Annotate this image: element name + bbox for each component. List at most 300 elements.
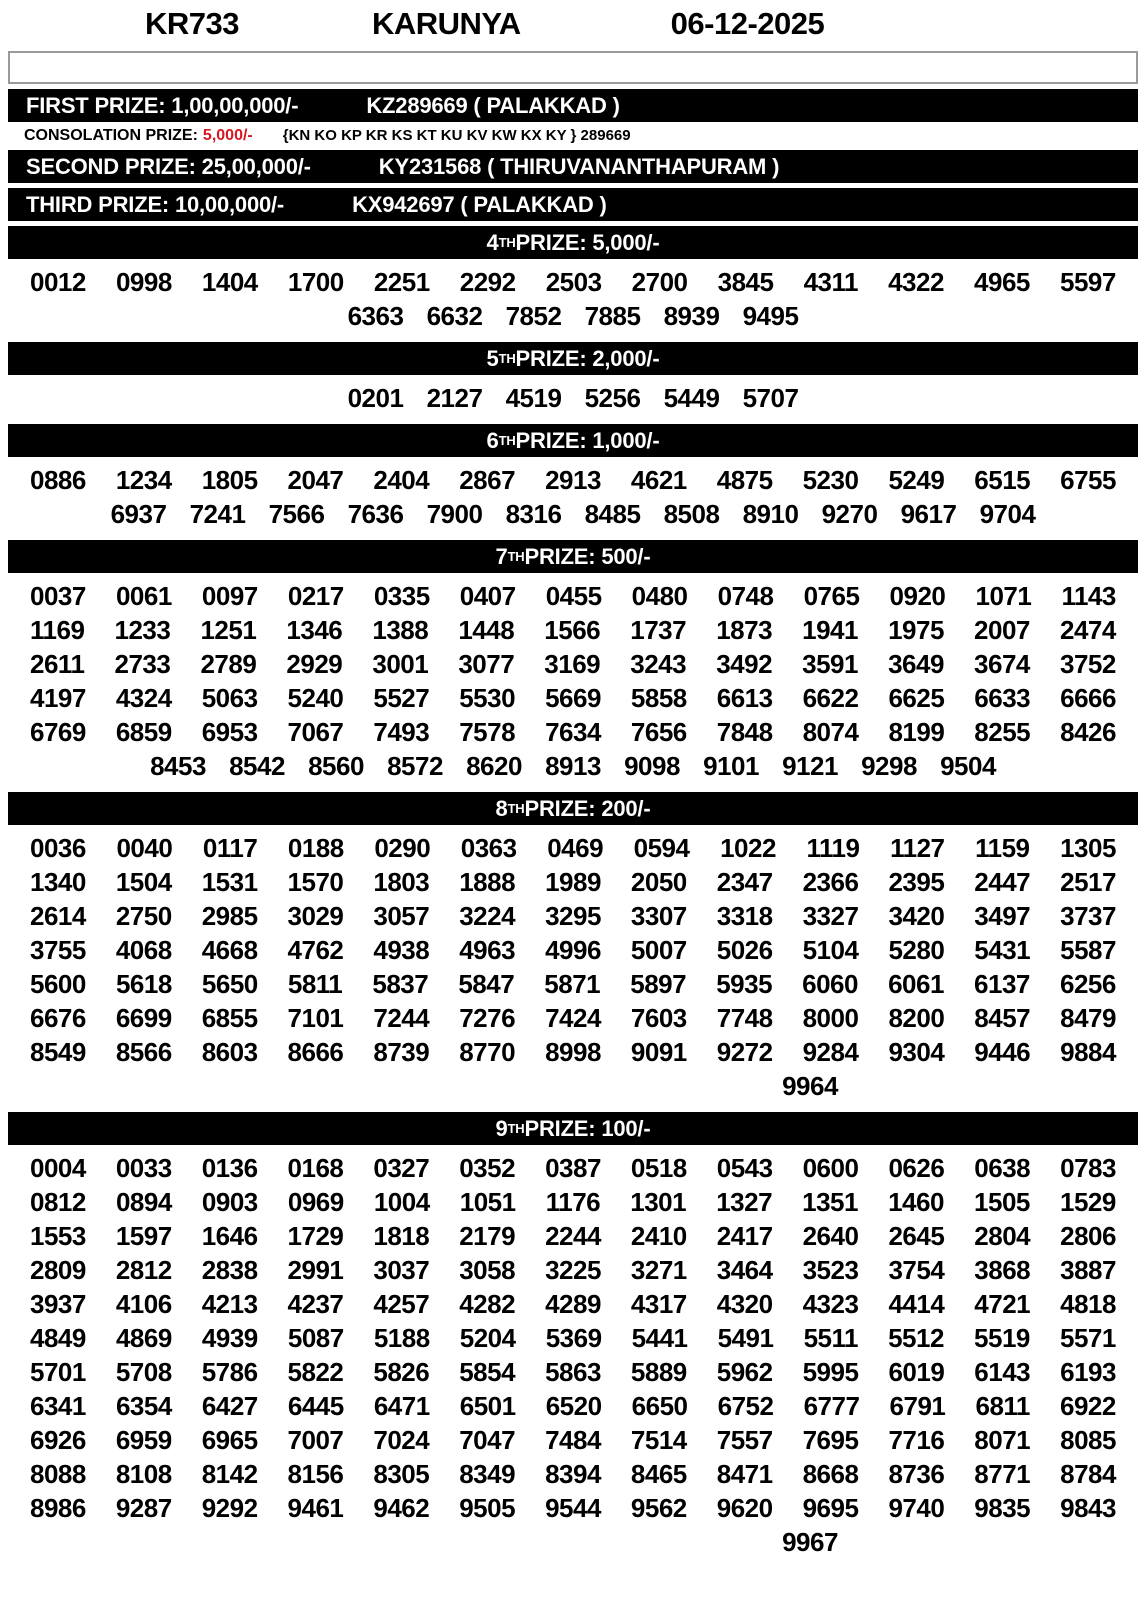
number-spacer — [297, 1069, 376, 1103]
prize-number: 2867 — [459, 465, 516, 495]
prize-number: 1233 — [114, 615, 171, 645]
prize-number: 3420 — [888, 901, 945, 931]
prize-number: 3169 — [544, 649, 601, 679]
second-prize-bar — [8, 150, 1138, 183]
prize-number: 8074 — [802, 717, 859, 747]
prize-number: 2503 — [545, 267, 602, 297]
prize-number: 5889 — [630, 1357, 687, 1387]
number-spacer — [692, 1069, 771, 1103]
prize-number: 1404 — [201, 267, 258, 297]
prize-number: 3754 — [888, 1255, 945, 1285]
prize-number: 1004 — [373, 1187, 430, 1217]
prize-number: 2913 — [545, 465, 601, 495]
prize-number: 0903 — [201, 1187, 258, 1217]
prize-number: 9562 — [630, 1493, 687, 1523]
prize-number: 8998 — [545, 1037, 601, 1067]
prize-number: 9495 — [742, 301, 799, 331]
prize-number: 5597 — [1060, 267, 1116, 297]
prize-number: 5811 — [287, 969, 343, 999]
prize-number: 0455 — [545, 581, 602, 611]
prize-number: 6019 — [888, 1357, 945, 1387]
eighth-prize-numbers — [8, 825, 1138, 1107]
prize-number: 8108 — [115, 1459, 172, 1489]
prize-number: 6666 — [1060, 683, 1116, 713]
prize-number: 4106 — [115, 1289, 172, 1319]
prize-number: 5863 — [545, 1357, 601, 1387]
prize-number: 3243 — [630, 649, 687, 679]
number-row — [8, 933, 1138, 967]
prize-number: 0037 — [30, 581, 86, 611]
prize-number: 0004 — [30, 1153, 86, 1183]
prize-number: 3307 — [630, 901, 687, 931]
prize-number: 8771 — [974, 1459, 1031, 1489]
prize-number: 2804 — [974, 1221, 1031, 1251]
prize-number: 1351 — [802, 1187, 858, 1217]
prize-number: 6622 — [802, 683, 859, 713]
prize-number: 1505 — [974, 1187, 1030, 1217]
prize-number: 7578 — [459, 717, 516, 747]
consolation-prize-row — [8, 127, 1138, 145]
prize-number: 4197 — [30, 683, 86, 713]
prize-number: 6859 — [115, 717, 172, 747]
prize-number: 6965 — [201, 1425, 258, 1455]
prize-number: 8085 — [1060, 1425, 1116, 1455]
prize-number: 8572 — [387, 751, 443, 781]
prize-number: 2812 — [115, 1255, 172, 1285]
prize-number: 5007 — [630, 935, 687, 965]
page-header — [0, 0, 1146, 48]
prize-number: 8255 — [974, 717, 1031, 747]
prize-number: 3868 — [974, 1255, 1031, 1285]
prize-number: 8453 — [150, 751, 206, 781]
number-spacer — [534, 1525, 613, 1559]
prize-number: 5871 — [544, 969, 601, 999]
consolation-prize-series: {KN KO KP KR KS KT KU KV KW KX KY } 289669 — [282, 127, 631, 144]
prize-number: 3497 — [974, 901, 1031, 931]
prize-number: 2347 — [716, 867, 773, 897]
prize-number: 1803 — [373, 867, 430, 897]
ninth-prize-bar: 9 TH PRIZE: 100/- — [8, 1112, 1138, 1145]
prize-number: 0033 — [115, 1153, 172, 1183]
prize-number: 2047 — [287, 465, 344, 495]
prize-number: 9270 — [821, 499, 878, 529]
prize-number: 0594 — [633, 833, 690, 863]
prize-number: 7848 — [716, 717, 773, 747]
prize-number: 5826 — [373, 1357, 430, 1387]
prize-number: 0765 — [803, 581, 860, 611]
prize-number: 9461 — [287, 1493, 344, 1523]
prize-number: 0518 — [630, 1153, 687, 1183]
prize-number: 5063 — [201, 683, 258, 713]
prize-number: 9304 — [888, 1037, 945, 1067]
number-row — [8, 1321, 1138, 1355]
prize-number: 0117 — [202, 833, 258, 863]
prize-number: 2645 — [888, 1221, 945, 1251]
prize-number: 6791 — [889, 1391, 946, 1421]
third-prize-label: THIRD PRIZE: 10,00,000/- — [26, 191, 285, 217]
prize-number: 8200 — [888, 1003, 945, 1033]
first-prize-bar — [8, 89, 1138, 122]
fifth-prize-bar: 5 TH PRIZE: 2,000/- — [8, 342, 1138, 375]
prize-number: 2789 — [200, 649, 257, 679]
prize-number: 1737 — [630, 615, 687, 645]
number-spacer — [376, 1069, 455, 1103]
prize-number: 2985 — [201, 901, 258, 931]
prize-number: 9620 — [716, 1493, 773, 1523]
prize-number: 6501 — [459, 1391, 516, 1421]
prize-number: 5708 — [115, 1357, 172, 1387]
prize-number: 1646 — [201, 1221, 258, 1251]
prize-number: 0061 — [115, 581, 172, 611]
number-row — [8, 1069, 1138, 1103]
prize-number: 6143 — [974, 1357, 1031, 1387]
number-row — [8, 1355, 1138, 1389]
prize-number: 0886 — [30, 465, 86, 495]
number-spacer — [297, 1525, 376, 1559]
prize-number: 8666 — [287, 1037, 344, 1067]
prize-number: 0217 — [287, 581, 344, 611]
prize-number: 9544 — [545, 1493, 601, 1523]
number-row — [8, 265, 1138, 299]
number-row — [8, 381, 1138, 415]
prize-number: 3077 — [458, 649, 515, 679]
prize-number: 9505 — [459, 1493, 516, 1523]
prize-number: 5441 — [631, 1323, 688, 1353]
fourth-prize-label: PRIZE: 5,000/- — [515, 229, 660, 255]
prize-number: 5491 — [717, 1323, 774, 1353]
prize-number: 9287 — [115, 1493, 172, 1523]
prize-number: 3295 — [545, 901, 601, 931]
prize-number: 5204 — [459, 1323, 516, 1353]
prize-number: 0168 — [287, 1153, 344, 1183]
prize-number: 3037 — [373, 1255, 430, 1285]
prize-number: 7695 — [802, 1425, 859, 1455]
prize-number: 6520 — [545, 1391, 602, 1421]
prize-number: 5858 — [630, 683, 687, 713]
number-row — [8, 831, 1138, 865]
prize-number: 6625 — [888, 683, 945, 713]
prize-number: 3591 — [802, 649, 858, 679]
prize-number: 1941 — [802, 615, 858, 645]
prize-number: 1340 — [30, 867, 86, 897]
prize-number: 1022 — [720, 833, 776, 863]
prize-number: 5280 — [888, 935, 945, 965]
prize-number: 2244 — [545, 1221, 601, 1251]
prize-number: 9462 — [373, 1493, 430, 1523]
prize-number: 8736 — [888, 1459, 945, 1489]
number-row — [8, 967, 1138, 1001]
prize-number: 8142 — [201, 1459, 258, 1489]
prize-number: 6341 — [30, 1391, 86, 1421]
prize-number: 0352 — [459, 1153, 516, 1183]
prize-number: 5587 — [1060, 935, 1116, 965]
prize-number: 5854 — [459, 1357, 516, 1387]
eighth-prize-ordinal: 8 — [495, 795, 508, 821]
prize-number: 6515 — [974, 465, 1031, 495]
fourth-prize-ordinal: 4 — [486, 229, 499, 255]
prize-number: 7656 — [630, 717, 687, 747]
prize-number: 4324 — [115, 683, 172, 713]
prize-number: 6427 — [201, 1391, 258, 1421]
prize-number: 5600 — [30, 969, 86, 999]
prize-number: 6650 — [631, 1391, 688, 1421]
number-row — [8, 497, 1138, 531]
number-spacer — [613, 1069, 692, 1103]
prize-number: 4668 — [201, 935, 258, 965]
prize-number: 6755 — [1060, 465, 1116, 495]
prize-number: 5256 — [584, 383, 641, 413]
prize-number: 9101 — [703, 751, 759, 781]
number-row — [8, 1389, 1138, 1423]
ninth-prize-numbers — [8, 1145, 1138, 1563]
prize-number: 3649 — [888, 649, 944, 679]
prize-number: 7636 — [347, 499, 404, 529]
prize-number: 6959 — [115, 1425, 172, 1455]
prize-number: 4311 — [803, 267, 858, 297]
prize-number: 3001 — [372, 649, 429, 679]
prize-number: 1127 — [890, 833, 945, 863]
prize-number: 9292 — [201, 1493, 258, 1523]
prize-number: 2474 — [1060, 615, 1116, 645]
prize-number: 4289 — [545, 1289, 601, 1319]
seventh-prize-bar: 7 TH PRIZE: 500/- — [8, 540, 1138, 573]
prize-number: 4320 — [716, 1289, 773, 1319]
number-row — [8, 865, 1138, 899]
prize-number: 3058 — [459, 1255, 516, 1285]
prize-number: 8566 — [115, 1037, 172, 1067]
prize-number: 6445 — [287, 1391, 344, 1421]
prize-number: 3057 — [373, 901, 430, 931]
prize-number: 0040 — [116, 833, 173, 863]
number-row — [8, 299, 1138, 333]
prize-number: 1504 — [115, 867, 172, 897]
prize-number: 6354 — [115, 1391, 172, 1421]
prize-number: 0335 — [373, 581, 430, 611]
prize-number: 2611 — [30, 649, 85, 679]
number-row — [8, 1185, 1138, 1219]
prize-number: 6193 — [1060, 1357, 1116, 1387]
number-row — [8, 1287, 1138, 1321]
prize-number: 3887 — [1060, 1255, 1116, 1285]
prize-number: 3029 — [287, 901, 344, 931]
prize-number: 6937 — [110, 499, 167, 529]
prize-number: 7748 — [716, 1003, 773, 1033]
prize-number: 1460 — [888, 1187, 944, 1217]
prize-number: 7634 — [545, 717, 601, 747]
prize-number: 5240 — [287, 683, 344, 713]
prize-number: 7885 — [584, 301, 641, 331]
prize-number: 3464 — [716, 1255, 773, 1285]
prize-number: 5995 — [802, 1357, 859, 1387]
prize-number: 6926 — [30, 1425, 86, 1455]
prize-number: 2007 — [974, 615, 1030, 645]
prize-number: 4965 — [974, 267, 1030, 297]
sixth-prize-label: PRIZE: 1,000/- — [515, 427, 660, 453]
prize-number: 0290 — [374, 833, 431, 863]
prize-number: 4938 — [373, 935, 430, 965]
prize-number: 5512 — [888, 1323, 944, 1353]
prize-number: 2127 — [426, 383, 483, 413]
prize-number: 6855 — [201, 1003, 258, 1033]
lottery-name: KARUNYA — [372, 6, 521, 41]
prize-number: 0201 — [347, 383, 404, 413]
prize-number: 0327 — [373, 1153, 430, 1183]
prize-number: 7067 — [287, 717, 344, 747]
prize-number: 5087 — [287, 1323, 344, 1353]
number-row — [8, 749, 1138, 783]
prize-number: 6922 — [1060, 1391, 1116, 1421]
number-row — [8, 1001, 1138, 1035]
prize-number: 4068 — [115, 935, 172, 965]
prize-number: 4257 — [373, 1289, 430, 1319]
prize-number: 1529 — [1060, 1187, 1116, 1217]
number-row — [8, 715, 1138, 749]
prize-number: 7557 — [716, 1425, 773, 1455]
prize-number: 7024 — [373, 1425, 430, 1455]
prize-number: 0920 — [889, 581, 946, 611]
number-row — [8, 463, 1138, 497]
prize-number: 0188 — [287, 833, 344, 863]
prize-number: 8770 — [459, 1037, 516, 1067]
prize-number: 0638 — [974, 1153, 1031, 1183]
prize-number: 0894 — [115, 1187, 172, 1217]
number-row — [8, 1525, 1138, 1559]
prize-number: 9740 — [888, 1493, 945, 1523]
prize-number: 5026 — [716, 935, 773, 965]
prize-number: 7716 — [888, 1425, 945, 1455]
prize-number: 2517 — [1060, 867, 1116, 897]
prize-number: 1570 — [287, 867, 344, 897]
prize-number: 4963 — [459, 935, 516, 965]
sixth-prize-numbers — [8, 457, 1138, 535]
prize-number: 9298 — [861, 751, 917, 781]
prize-number: 8910 — [742, 499, 799, 529]
prize-number: 9617 — [900, 499, 957, 529]
prize-number: 6061 — [888, 969, 944, 999]
number-spacer — [455, 1069, 534, 1103]
prize-number: 5511 — [803, 1323, 858, 1353]
number-row — [8, 1151, 1138, 1185]
prize-number: 8088 — [30, 1459, 86, 1489]
third-prize-bar — [8, 188, 1138, 221]
number-row — [8, 1457, 1138, 1491]
prize-number: 1159 — [975, 833, 1030, 863]
prize-number: 4996 — [545, 935, 601, 965]
prize-number: 1305 — [1060, 833, 1116, 863]
prize-number: 1989 — [545, 867, 601, 897]
prize-number: 8508 — [663, 499, 720, 529]
prize-number: 5837 — [372, 969, 429, 999]
prize-number: 6256 — [1060, 969, 1116, 999]
prize-number: 6613 — [716, 683, 773, 713]
prize-number: 5935 — [716, 969, 773, 999]
prize-number: 5786 — [201, 1357, 258, 1387]
prize-number: 9446 — [974, 1037, 1031, 1067]
prize-number: 1251 — [200, 615, 257, 645]
prize-number: 8316 — [505, 499, 562, 529]
prize-number: 8479 — [1060, 1003, 1116, 1033]
prize-number: 9835 — [974, 1493, 1031, 1523]
prize-number: 3271 — [630, 1255, 687, 1285]
prize-number: 1729 — [287, 1221, 344, 1251]
prize-number: 6060 — [802, 969, 858, 999]
prize-number: 1301 — [630, 1187, 687, 1217]
prize-number: 2640 — [802, 1221, 859, 1251]
prize-number: 8560 — [308, 751, 364, 781]
draw-date: 06-12-2025 — [670, 6, 825, 41]
prize-number: 5527 — [373, 683, 430, 713]
prize-number: 4237 — [287, 1289, 344, 1319]
prize-number: 8457 — [974, 1003, 1031, 1033]
prize-number: 3737 — [1060, 901, 1116, 931]
prize-number: 4282 — [459, 1289, 516, 1319]
prize-number: 1975 — [888, 615, 944, 645]
eighth-prize-bar: 8 TH PRIZE: 200/- — [8, 792, 1138, 825]
prize-number: 3937 — [30, 1289, 86, 1319]
prize-number: 8465 — [630, 1459, 687, 1489]
number-spacer — [534, 1069, 613, 1103]
prize-number: 5369 — [545, 1323, 602, 1353]
number-spacer — [692, 1525, 771, 1559]
prize-number: 9098 — [624, 751, 680, 781]
prize-number: 1346 — [286, 615, 343, 645]
number-spacer — [376, 1525, 455, 1559]
prize-number: 6632 — [426, 301, 483, 331]
second-prize-ticket: KY231568 ( THIRUVANANTHAPURAM ) — [378, 153, 780, 179]
number-row — [8, 579, 1138, 613]
prize-number: 0012 — [30, 267, 86, 297]
prize-number: 1169 — [30, 615, 85, 645]
prize-number: 5822 — [287, 1357, 344, 1387]
prize-number: 7493 — [373, 717, 430, 747]
prize-number: 1119 — [806, 833, 860, 863]
prize-number: 0363 — [460, 833, 517, 863]
number-row — [8, 1219, 1138, 1253]
prize-number: 0097 — [201, 581, 258, 611]
prize-number: 1071 — [975, 581, 1032, 611]
eighth-prize-label: PRIZE: 200/- — [524, 795, 651, 821]
number-row — [8, 613, 1138, 647]
prize-number: 3523 — [802, 1255, 859, 1285]
number-row — [8, 1253, 1138, 1287]
fourth-prize-numbers — [8, 259, 1138, 337]
prize-number: 2366 — [802, 867, 859, 897]
prize-number: 2809 — [30, 1255, 86, 1285]
prize-number: 7244 — [373, 1003, 430, 1033]
prize-number: 2614 — [30, 901, 86, 931]
seventh-prize-numbers — [8, 573, 1138, 787]
prize-number: 4621 — [630, 465, 687, 495]
prize-number: 2410 — [630, 1221, 687, 1251]
prize-number: 6953 — [201, 717, 258, 747]
prize-number: 7424 — [545, 1003, 601, 1033]
prize-number: 7852 — [505, 301, 562, 331]
second-prize-label: SECOND PRIZE: 25,00,000/- — [26, 153, 311, 179]
prize-number: 1597 — [115, 1221, 172, 1251]
sixth-prize-ordinal: 6 — [486, 427, 499, 453]
prize-number: 5897 — [630, 969, 687, 999]
prize-number: 5104 — [802, 935, 859, 965]
number-spacer — [613, 1525, 692, 1559]
prize-number: 7900 — [426, 499, 483, 529]
prize-number: 1566 — [544, 615, 601, 645]
prize-number: 8913 — [545, 751, 601, 781]
prize-number: 2395 — [888, 867, 945, 897]
number-row — [8, 899, 1138, 933]
prize-number: 0136 — [201, 1153, 258, 1183]
prize-number: 8426 — [1060, 717, 1116, 747]
prize-number: 0407 — [459, 581, 516, 611]
